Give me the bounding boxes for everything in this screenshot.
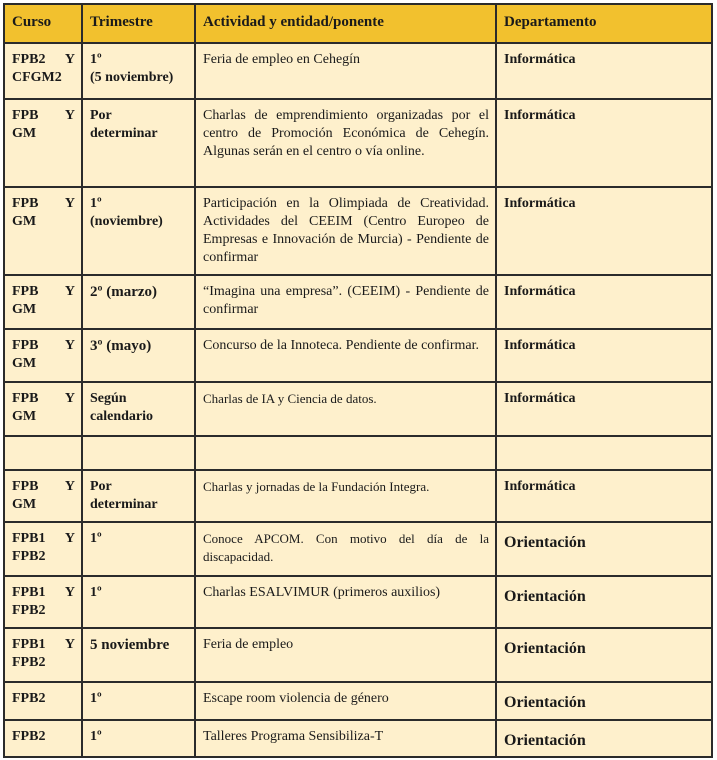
- header-trimestre: Trimestre: [82, 4, 195, 43]
- cell-actividad: “Imagina una empresa”. (CEEIM) - Pendiente de confirmar: [195, 275, 496, 329]
- cell-departamento: Orientación: [496, 576, 712, 628]
- curso-conjunction: Y: [64, 284, 75, 299]
- curso-group-a: FPB: [12, 196, 39, 211]
- header-actividad: Actividad y entidad/ponente: [195, 4, 496, 43]
- cell-trimestre: [82, 682, 195, 720]
- activities-table: [3, 3, 713, 758]
- cell-trimestre: [82, 382, 195, 436]
- cell-departamento: Informática: [496, 99, 712, 187]
- cell-curso: [4, 436, 82, 470]
- cell-trimestre: [82, 436, 195, 470]
- cell-trimestre: [82, 522, 195, 576]
- curso-group-b: GM: [12, 497, 37, 512]
- table-row: [4, 720, 712, 757]
- cell-curso: [4, 329, 82, 382]
- curso-group-a: FPB2: [12, 52, 46, 67]
- curso-group-b: FPB2: [12, 655, 46, 670]
- cell-departamento: Informática: [496, 187, 712, 275]
- curso-group-b: GM: [12, 214, 37, 229]
- cell-curso: [4, 682, 82, 720]
- cell-trimestre: [82, 576, 195, 628]
- header-curso: Curso: [4, 4, 82, 43]
- trimestre-line: determinar: [90, 497, 158, 512]
- curso-conjunction: Y: [64, 338, 75, 353]
- cell-actividad: Charlas ESALVIMUR (primeros auxilios): [195, 576, 496, 628]
- curso-conjunction: Y: [64, 637, 75, 652]
- table-header-row: [4, 4, 712, 43]
- cell-actividad: Escape room violencia de género: [195, 682, 496, 720]
- cell-actividad: [195, 436, 496, 470]
- curso-conjunction: Y: [64, 585, 75, 600]
- cell-trimestre: [82, 187, 195, 275]
- curso-group-a: FPB1: [12, 585, 46, 600]
- curso-conjunction: Y: [64, 196, 75, 211]
- curso-group-b: FPB2: [12, 549, 46, 564]
- cell-trimestre: [82, 275, 195, 329]
- curso-group-a: FPB: [12, 284, 39, 299]
- cell-curso: [4, 99, 82, 187]
- cell-trimestre: [82, 470, 195, 522]
- table-row: [4, 436, 712, 470]
- trimestre-line: determinar: [90, 126, 158, 141]
- table-row: [4, 275, 712, 329]
- cell-curso: [4, 187, 82, 275]
- cell-departamento: Informática: [496, 382, 712, 436]
- trimestre-line: 3º (mayo): [90, 338, 152, 354]
- trimestre-line: Por: [90, 479, 112, 494]
- trimestre-line: 1º: [90, 691, 102, 706]
- cell-curso: [4, 720, 82, 757]
- cell-curso: [4, 43, 82, 99]
- header-departamento: Departamento: [496, 4, 712, 43]
- cell-curso: [4, 628, 82, 682]
- cell-trimestre: [82, 43, 195, 99]
- curso-group-a: FPB: [12, 108, 39, 123]
- cell-departamento: Orientación: [496, 720, 712, 757]
- curso-group-a: FPB: [12, 391, 39, 406]
- trimestre-line: 5 noviembre: [90, 637, 170, 653]
- trimestre-line: calendario: [90, 409, 153, 424]
- cell-actividad: Participación en la Olimpiada de Creatividad. Actividades del CEEIM (Centro Europeo de Empresas e Innovación de Murcia) - Pendiente de confirmar: [195, 187, 496, 275]
- cell-actividad: Feria de empleo en Cehegín: [195, 43, 496, 99]
- curso-group-a: FPB2: [12, 691, 46, 706]
- curso-group-b: GM: [12, 409, 37, 424]
- trimestre-line: (noviembre): [90, 214, 163, 229]
- curso-group-a: FPB1: [12, 531, 46, 546]
- curso-group-b: CFGM2: [12, 70, 62, 85]
- cell-departamento: Informática: [496, 329, 712, 382]
- table-row: [4, 576, 712, 628]
- cell-trimestre: [82, 720, 195, 757]
- curso-group-b: GM: [12, 126, 37, 141]
- table-row: [4, 682, 712, 720]
- cell-trimestre: [82, 628, 195, 682]
- table-row: [4, 382, 712, 436]
- cell-curso: [4, 382, 82, 436]
- cell-actividad: Charlas de emprendimiento organizadas por el centro de Promoción Económica de Cehegín. Algunas serán en el centro o vía online.: [195, 99, 496, 187]
- trimestre-line: 1º: [90, 585, 102, 600]
- cell-trimestre: [82, 99, 195, 187]
- table-row: [4, 187, 712, 275]
- curso-group-b: FPB2: [12, 603, 46, 618]
- trimestre-line: Por: [90, 108, 112, 123]
- cell-actividad: Charlas y jornadas de la Fundación Integra.: [195, 470, 496, 522]
- cell-actividad: Charlas de IA y Ciencia de datos.: [195, 382, 496, 436]
- curso-conjunction: Y: [64, 108, 75, 123]
- table-row: [4, 99, 712, 187]
- table-row: [4, 628, 712, 682]
- curso-group-a: FPB: [12, 479, 39, 494]
- trimestre-line: 1º: [90, 196, 102, 211]
- cell-departamento: Informática: [496, 275, 712, 329]
- curso-group-a: FPB: [12, 338, 39, 353]
- cell-curso: [4, 576, 82, 628]
- trimestre-line: 2º (marzo): [90, 284, 158, 300]
- table-row: [4, 43, 712, 99]
- curso-group-a: FPB1: [12, 637, 46, 652]
- cell-actividad: Concurso de la Innoteca. Pendiente de confirmar.: [195, 329, 496, 382]
- table-row: [4, 522, 712, 576]
- trimestre-line: (5 noviembre): [90, 70, 174, 85]
- cell-curso: [4, 522, 82, 576]
- trimestre-line: 1º: [90, 531, 102, 546]
- cell-departamento: Informática: [496, 43, 712, 99]
- table-row: [4, 329, 712, 382]
- cell-curso: [4, 470, 82, 522]
- cell-actividad: Talleres Programa Sensibiliza-T: [195, 720, 496, 757]
- curso-group-b: GM: [12, 356, 37, 371]
- curso-conjunction: Y: [64, 391, 75, 406]
- cell-departamento: Orientación: [496, 628, 712, 682]
- trimestre-line: 1º: [90, 52, 102, 67]
- cell-actividad: Conoce APCOM. Con motivo del día de la discapacidad.: [195, 522, 496, 576]
- cell-trimestre: [82, 329, 195, 382]
- cell-actividad: Feria de empleo: [195, 628, 496, 682]
- curso-conjunction: Y: [64, 52, 75, 67]
- curso-conjunction: Y: [64, 479, 75, 494]
- cell-curso: [4, 275, 82, 329]
- curso-group-b: GM: [12, 302, 37, 317]
- table-row: [4, 470, 712, 522]
- curso-conjunction: Y: [64, 531, 75, 546]
- trimestre-line: 1º: [90, 729, 102, 744]
- cell-departamento: Orientación: [496, 682, 712, 720]
- cell-departamento: [496, 436, 712, 470]
- cell-departamento: Orientación: [496, 522, 712, 576]
- curso-group-a: FPB2: [12, 729, 46, 744]
- trimestre-line: Según: [90, 391, 127, 406]
- cell-departamento: Informática: [496, 470, 712, 522]
